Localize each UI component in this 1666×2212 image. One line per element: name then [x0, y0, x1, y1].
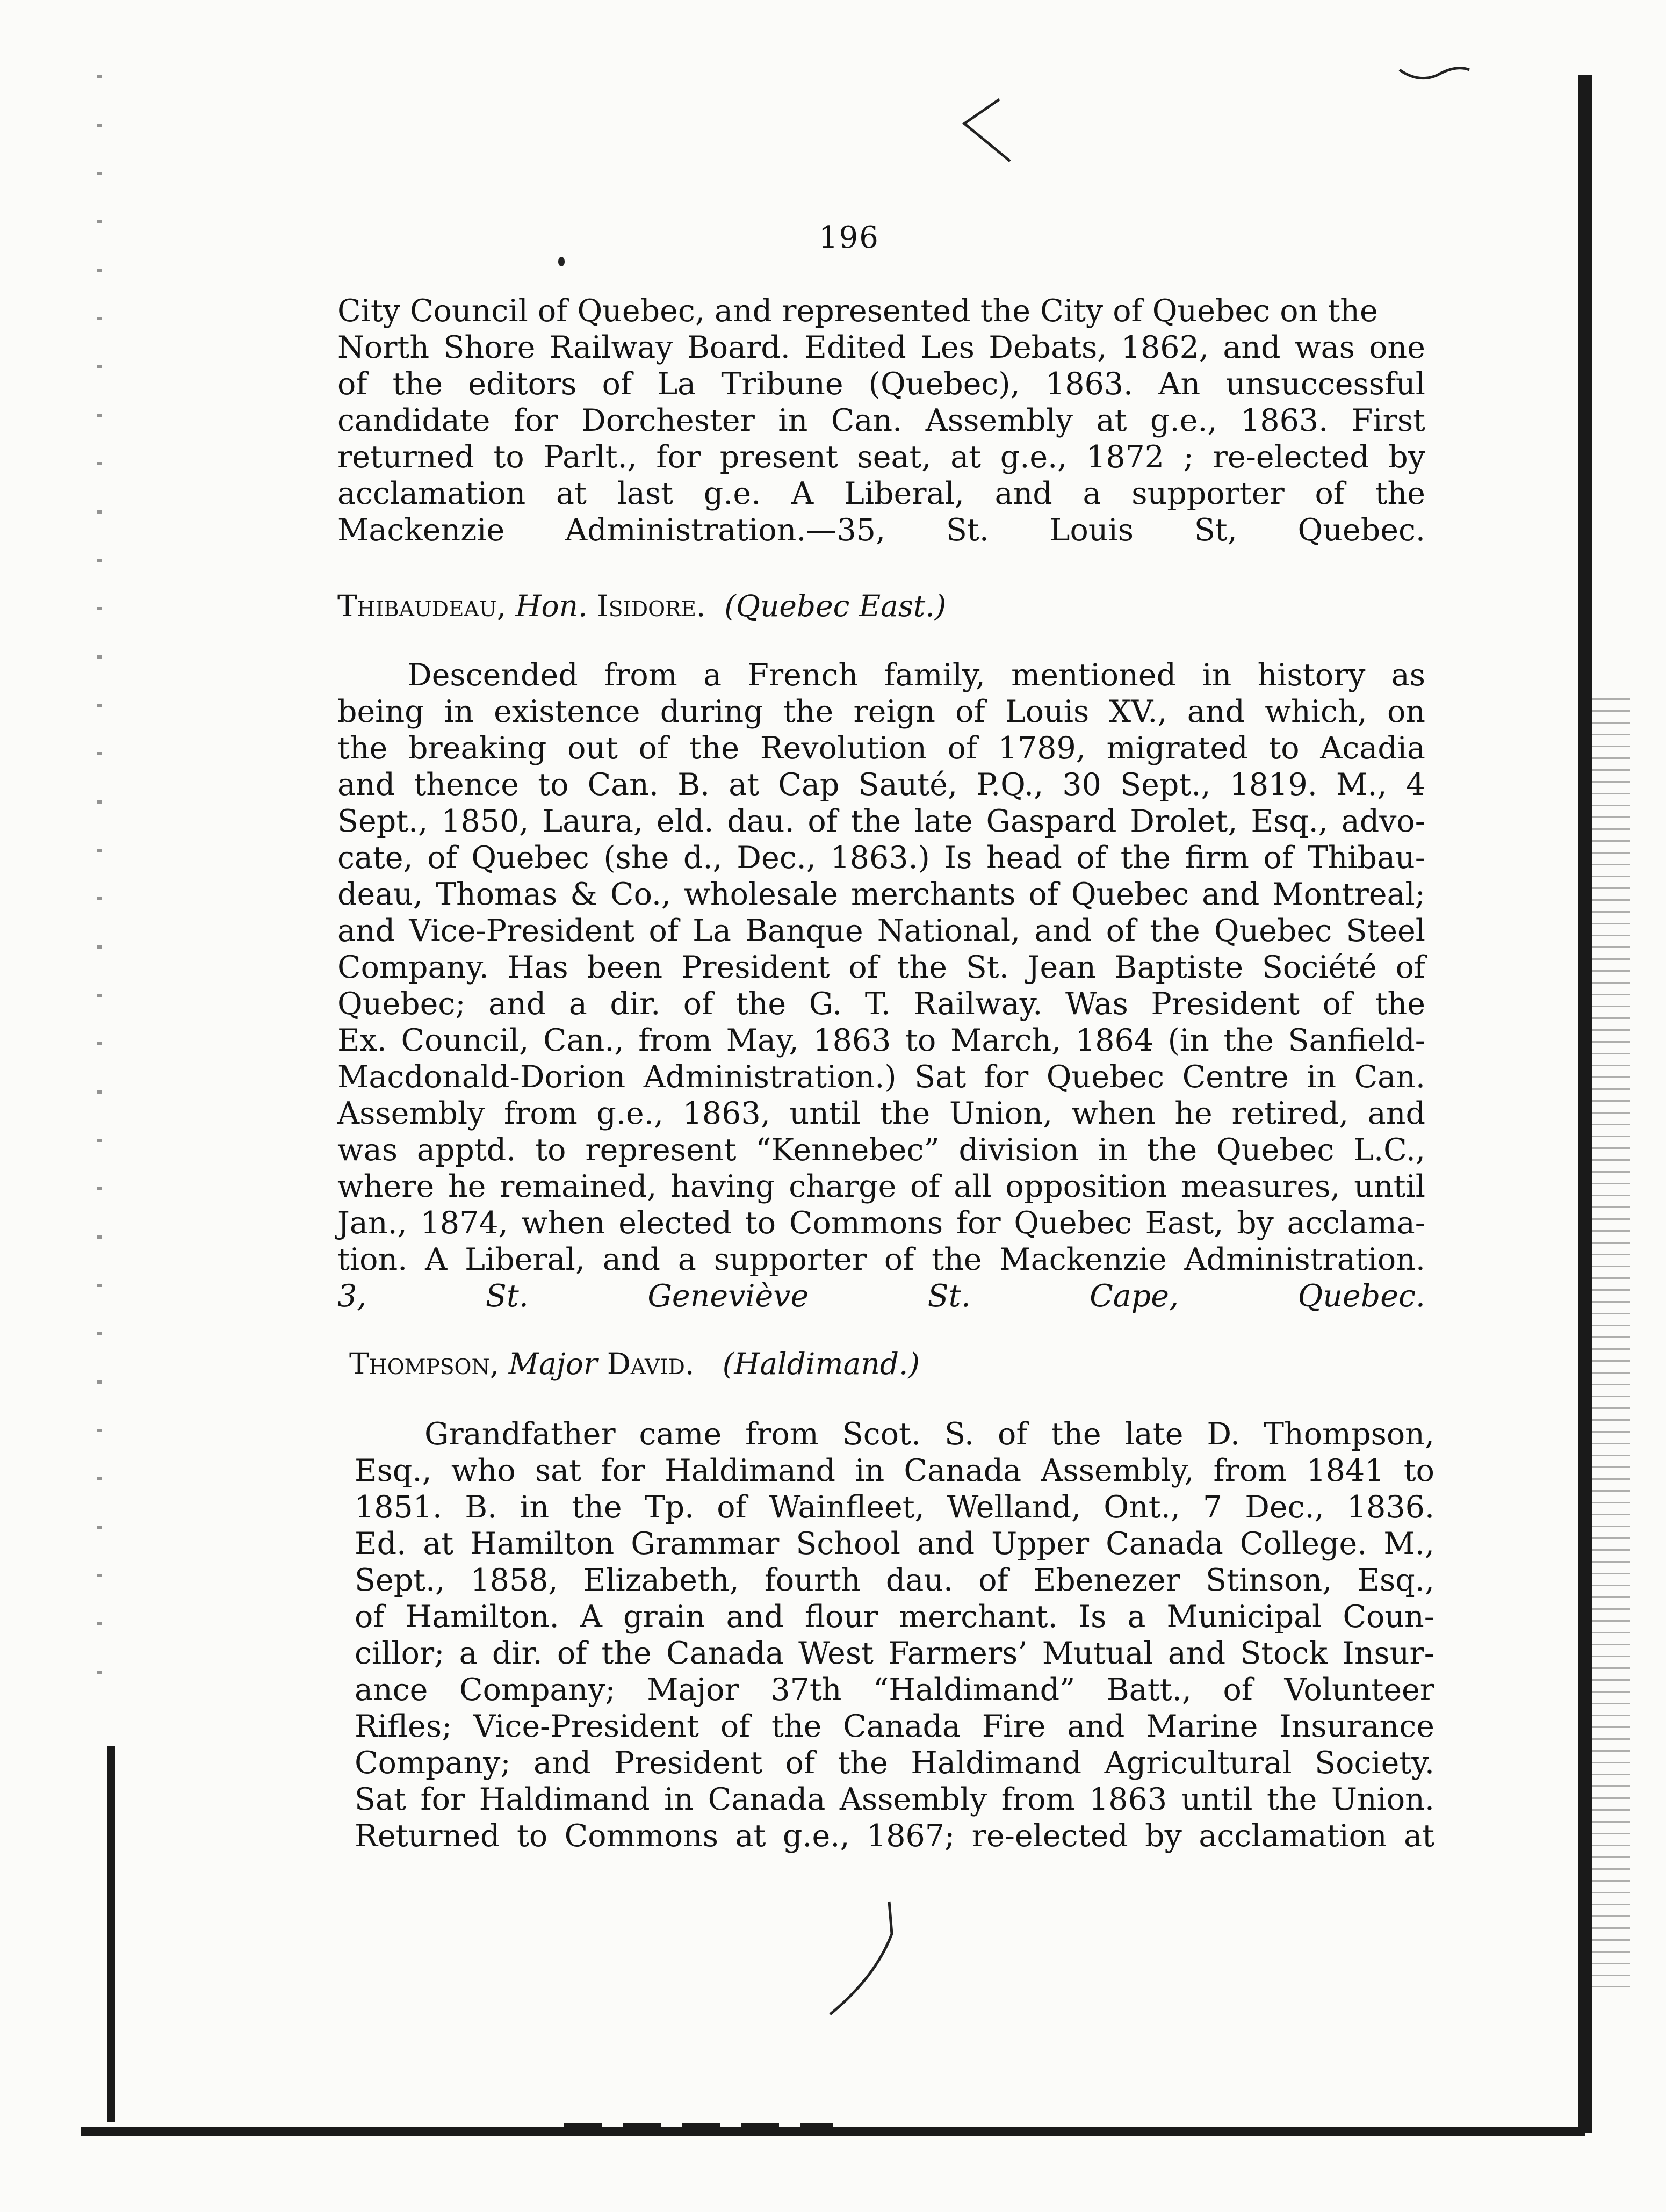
text-line: tion. A Liberal, and a supporter of the Mackenzie Administration.: [337, 1242, 1425, 1277]
scan-noise-left: [86, 75, 118, 1714]
entry-constituency: (Haldimand.): [722, 1347, 920, 1381]
text-line: Company; and President of the Haldimand Agricultural Society.: [355, 1745, 1434, 1781]
text-line-content: City Council of Quebec, and represented the City of Quebec on the: [337, 293, 1378, 329]
entry-given-name: David.: [607, 1347, 695, 1381]
entry-surname: Thibaudeau,: [337, 589, 507, 623]
entry-address: 3, St. Geneviève St. Cape, Quebec.: [337, 1278, 1425, 1314]
text-line: North Shore Railway Board. Edited Les Debats, 1862, and was one: [337, 330, 1425, 365]
text-line: 1851. B. in the Tp. of Wainfleet, Welland, Ont., 7 Dec., 1836.: [355, 1490, 1434, 1525]
binding-edge-right: [1578, 75, 1592, 2133]
stray-pen-mark-bottom: [817, 1896, 903, 2020]
text-line: deau, Thomas & Co., wholesale merchants of Quebec and Montreal;: [337, 877, 1425, 912]
entry-heading-thompson: [349, 1346, 920, 1382]
text-line: Sept., 1858, Elizabeth, fourth dau. of Ebenezer Stinson, Esq.,: [355, 1563, 1434, 1598]
text-line: Grandfather came from Scot. S. of the late D. Thompson,: [424, 1416, 1434, 1452]
entry-title: Major: [508, 1347, 598, 1381]
stray-pen-mark-top: [1397, 54, 1472, 91]
text-line: Macdonald-Dorion Administration.) Sat for Quebec Centre in Can.: [337, 1059, 1425, 1095]
entry-constituency: (Quebec East.): [724, 589, 947, 623]
text-line: returned to Parlt., for present seat, at g.e., 1872 ; re-elected by: [337, 439, 1425, 475]
text-line: cillor; a dir. of the Canada West Farmers’ Mutual and Stock Insur-: [355, 1636, 1434, 1671]
text-line: the breaking out of the Revolution of 1789, migrated to Acadia: [337, 731, 1425, 766]
scan-noise-bottom: [564, 2123, 833, 2128]
text-line: Rifles; Vice-President of the Canada Fire and Marine Insurance: [355, 1709, 1434, 1744]
scan-noise-right: [1592, 698, 1630, 1987]
text-line: and thence to Can. B. at Cap Sauté, P.Q., 30 Sept., 1819. M., 4: [337, 767, 1425, 803]
text-line: Jan., 1874, when elected to Commons for Quebec East, by acclama-: [337, 1205, 1425, 1241]
text-line: and Vice-President of La Banque National, and of the Quebec Steel: [337, 913, 1425, 949]
text-line: Assembly from g.e., 1863, until the Union, when he retired, and: [337, 1096, 1425, 1131]
text-line: Ex. Council, Can., from May, 1863 to March, 1864 (in the Sanfield-: [337, 1023, 1425, 1058]
text-line: ance Company; Major 37th “Haldimand” Batt., of Volunteer: [355, 1672, 1434, 1708]
text-line: Ed. at Hamilton Grammar School and Upper Canada College. M.,: [355, 1526, 1434, 1562]
page-number: 196: [819, 220, 879, 255]
binding-edge-left: [107, 1746, 115, 2122]
text-line: Esq., who sat for Haldimand in Canada Assembly, from 1841 to: [355, 1453, 1434, 1488]
text-line: candidate for Dorchester in Can. Assembly at g.e., 1863. First: [337, 403, 1425, 438]
text-line: was apptd. to represent “Kennebec” division in the Quebec L.C.,: [337, 1132, 1425, 1168]
text-line: Sept., 1850, Laura, eld. dau. of the late Gaspard Drolet, Esq., advo-: [337, 804, 1425, 839]
entry-surname: Thompson,: [349, 1347, 500, 1381]
text-line: of the editors of La Tribune (Quebec), 1863. An unsuccessful: [337, 366, 1425, 402]
entry-title: Hon.: [515, 589, 588, 623]
continuation-paragraph: [337, 293, 1425, 548]
entry-body-thibaudeau: [337, 657, 1425, 1314]
text-line: [337, 293, 1425, 329]
entry-given-name: Isidore.: [597, 589, 706, 623]
stray-pen-mark-upper: [956, 91, 1021, 167]
text-line: Quebec; and a dir. of the G. T. Railway. Was President of the: [337, 986, 1425, 1022]
text-line: cate, of Quebec (she d., Dec., 1863.) Is head of the firm of Thibau-: [337, 840, 1425, 876]
entry-heading-thibaudeau: [337, 588, 946, 624]
text-line: Descended from a French family, mentioned in history as: [407, 657, 1425, 693]
text-line: being in existence during the reign of Louis XV., and which, on: [337, 694, 1425, 729]
text-line: Mackenzie Administration.—35, St. Louis St, Quebec.: [337, 512, 1425, 548]
text-line: Company. Has been President of the St. Jean Baptiste Société of: [337, 950, 1425, 985]
text-line: of Hamilton. A grain and flour merchant. Is a Municipal Coun-: [355, 1599, 1434, 1635]
text-line: Sat for Haldimand in Canada Assembly from 1863 until the Union.: [355, 1782, 1434, 1817]
entry-body-thompson: [355, 1416, 1434, 1854]
stray-dot: [556, 255, 567, 268]
text-line: Returned to Commons at g.e., 1867; re-elected by acclamation at: [355, 1818, 1434, 1854]
text-line: where he remained, having charge of all opposition measures, until: [337, 1169, 1425, 1204]
text-line: acclamation at last g.e. A Liberal, and a supporter of the: [337, 476, 1425, 511]
binding-edge-bottom: [81, 2127, 1585, 2136]
